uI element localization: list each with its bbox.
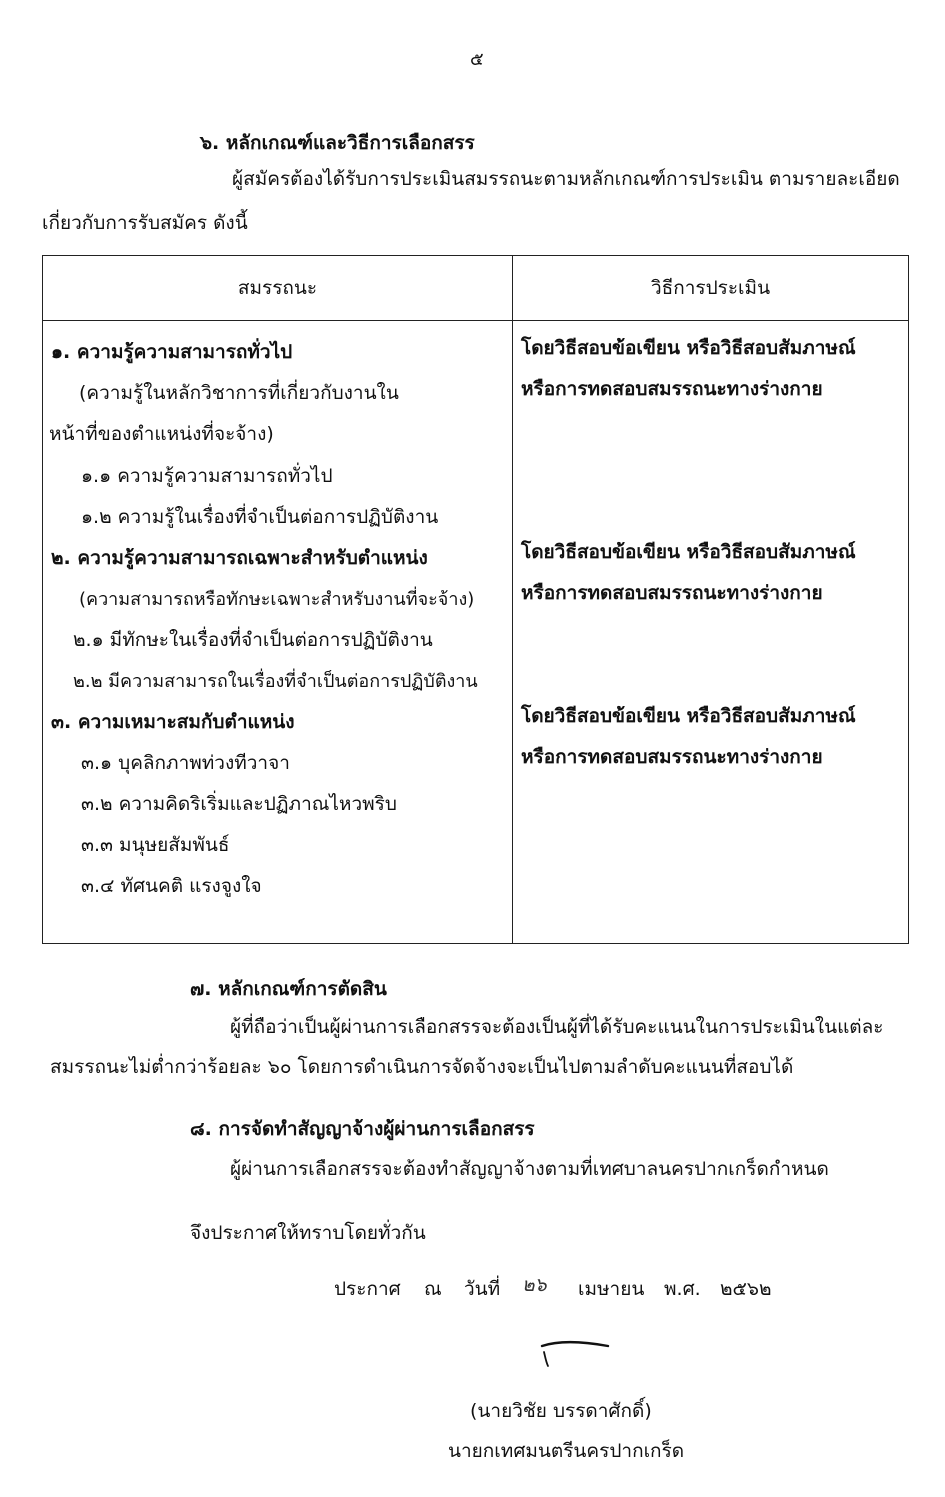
page-number: ๕ — [470, 49, 484, 70]
competency-item-1-1: ๑.๑ ความรู้ความสามารถทั่วไป — [81, 465, 333, 487]
competency-item-2-desc: (ความสามารถหรือทักษะเฉพาะสำหรับงานที่จะจ้าง) — [79, 589, 475, 610]
header-competency: สมรรถนะ — [43, 256, 513, 321]
table-body-row — [43, 321, 909, 944]
date-at: ณ — [424, 1278, 442, 1300]
section-7-para-line-2: สมรรถนะไม่ต่ำกว่าร้อยละ ๖๐ โดยการดำเนินการจัดจ้างจะเป็นไปตามลำดับคะแนนที่สอบได้ — [50, 1056, 794, 1078]
date-era: พ.ศ. — [664, 1278, 701, 1300]
signer-name: (นายวิชัย บรรดาศักดิ์) — [470, 1400, 652, 1422]
signature-mark — [536, 1336, 616, 1380]
method-2-line-2: หรือการทดสอบสมรรถนะทางร่างกาย — [521, 582, 823, 604]
method-2-line-1: โดยวิธีสอบข้อเขียน หรือวิธีสอบสัมภาษณ์ — [521, 541, 856, 563]
competency-item-3-4: ๓.๔ ทัศนคติ แรงจูงใจ — [81, 875, 262, 897]
competency-table — [42, 255, 909, 944]
header-assessment-method: วิธีการประเมิน — [513, 256, 909, 321]
competency-item-3-2: ๓.๒ ความคิดริเริ่มและปฏิภาณไหวพริบ — [81, 793, 397, 815]
method-1-line-1: โดยวิธีสอบข้อเขียน หรือวิธีสอบสัมภาษณ์ — [521, 337, 856, 359]
section-6-heading: ๖. หลักเกณฑ์และวิธีการเลือกสรร — [200, 132, 475, 154]
competency-item-1-desc-b: หน้าที่ของตำแหน่งที่จะจ้าง) — [49, 423, 274, 445]
method-3-line-2: หรือการทดสอบสมรรถนะทางร่างกาย — [521, 746, 823, 768]
method-1-line-2: หรือการทดสอบสมรรถนะทางร่างกาย — [521, 378, 823, 400]
section-6-para-line-1: ผู้สมัครต้องได้รับการประเมินสมรรถนะตามหลักเกณฑ์การประเมิน ตามรายละเอียด — [232, 168, 900, 190]
section-6-para-line-2: เกี่ยวกับการรับสมัคร ดังนี้ — [42, 212, 248, 234]
competency-item-3: ๓. ความเหมาะสมกับตำแหน่ง — [51, 711, 295, 733]
date-year: ๒๕๖๒ — [720, 1278, 772, 1300]
competency-cell — [43, 321, 513, 944]
method-3-line-1: โดยวิธีสอบข้อเขียน หรือวิธีสอบสัมภาษณ์ — [521, 705, 856, 727]
competency-item-1-2: ๑.๒ ความรู้ในเรื่องที่จำเป็นต่อการปฏิบัติงาน — [81, 506, 439, 528]
competency-item-3-3: ๓.๓ มนุษยสัมพันธ์ — [81, 834, 230, 856]
competency-item-2: ๒. ความรู้ความสามารถเฉพาะสำหรับตำแหน่ง — [51, 547, 428, 569]
table-header-row — [43, 256, 909, 321]
date-day-label: วันที่ — [464, 1278, 501, 1300]
section-8-para: ผู้ผ่านการเลือกสรรจะต้องทำสัญญาจ้างตามที่เทศบาลนครปากเกร็ดกำหนด — [230, 1158, 829, 1180]
competency-item-1-desc-a: (ความรู้ในหลักวิชาการที่เกี่ยวกับงานใน — [79, 382, 399, 404]
competency-item-1: ๑. ความรู้ความสามารถทั่วไป — [51, 341, 293, 363]
signer-title: นายกเทศมนตรีนครปากเกร็ด — [448, 1440, 685, 1462]
section-7-para-line-1: ผู้ที่ถือว่าเป็นผู้ผ่านการเลือกสรรจะต้องเป็นผู้ที่ได้รับคะแนนในการประเมินในแต่ละ — [230, 1016, 884, 1038]
section-7-heading: ๗. หลักเกณฑ์การตัดสิน — [190, 978, 387, 1000]
competency-item-3-1: ๓.๑ บุคลิกภาพท่วงทีวาจา — [81, 752, 290, 774]
competency-item-2-2: ๒.๒ มีความสามารถในเรื่องที่จำเป็นต่อการปฏิบัติงาน — [73, 671, 478, 692]
date-month: เมษายน — [578, 1278, 645, 1300]
date-prefix: ประกาศ — [334, 1278, 401, 1300]
section-8-heading: ๘. การจัดทำสัญญาจ้างผู้ผ่านการเลือกสรร — [190, 1118, 535, 1140]
announcement-line: จึงประกาศให้ทราบโดยทั่วกัน — [190, 1222, 426, 1244]
assessment-method-cell — [513, 321, 909, 944]
competency-item-2-1: ๒.๑ มีทักษะในเรื่องที่จำเป็นต่อการปฏิบัติงาน — [73, 629, 433, 651]
date-day-handwritten: ๒๖ — [522, 1274, 547, 1296]
